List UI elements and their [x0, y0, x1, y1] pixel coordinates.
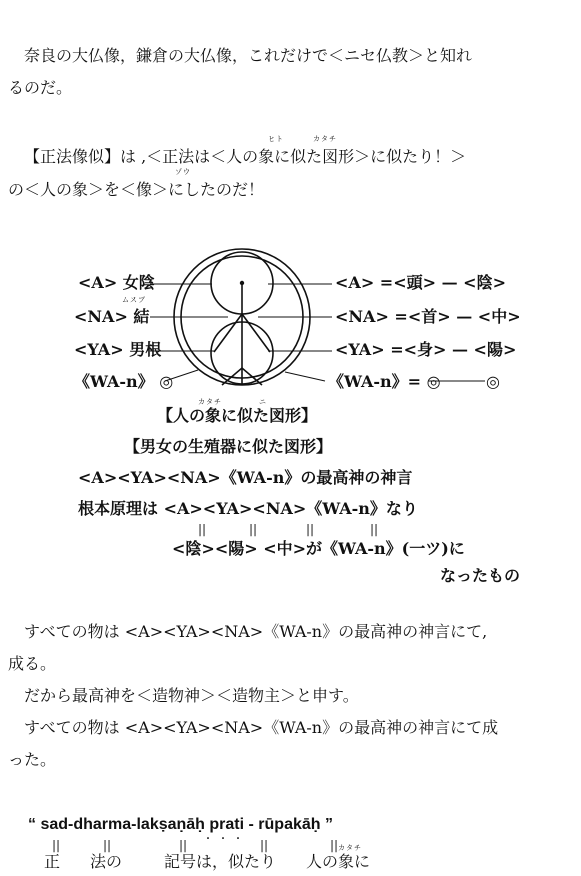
diagram-right-label-na: <NA> =<首> — <中> — [335, 307, 521, 326]
sanskrit-equals-mark: || — [52, 838, 61, 852]
text-fundamental-principle: 根本原理は <A><YA><NA>《WA-n》なり — [78, 499, 418, 518]
sanskrit-equals-mark: || — [260, 838, 269, 852]
caption-ruby-katachi: カタチ — [198, 398, 222, 406]
head-dot — [240, 281, 244, 285]
gloss-hito-no-katachi: 人の象に — [306, 852, 371, 871]
sanskrit-equals-mark: || — [330, 838, 339, 852]
caption-reproductive-shape: 【男女の生殖器に似た図形】 — [124, 437, 333, 456]
sanskrit-equals-mark: || — [103, 838, 112, 852]
diagram-right-label-wan: 《WA-n》= ◎ — [328, 372, 441, 391]
paragraph-2-line-2: の＜人の象＞を＜像＞にしたのだ！ — [8, 180, 265, 199]
sanskrit-ruby-katachi: カタチ — [338, 844, 362, 852]
emphasis-dot: ・ — [203, 834, 213, 845]
emphasis-dot: ・ — [218, 834, 228, 845]
closing-line-4: すべての物は <A><YA><NA>《WA-n》の最高神の神言にて成 — [24, 718, 499, 737]
equals-mark: || — [370, 522, 379, 536]
diagram-right-label-wan-end: ◎ — [486, 372, 500, 391]
paragraph-2-line-1: 【正法像似】は ,＜正法は＜人の象に似た図形＞に似たり！＞ — [24, 147, 467, 166]
text-union: <陰><陽> <中>が《WA-n》(一ツ)に — [172, 539, 465, 558]
closing-line-5: った。 — [8, 750, 57, 769]
ruby-katachi: カタチ — [313, 135, 337, 143]
ruby-musubu: ムスブ — [122, 296, 146, 304]
diagram-right-label-a: <A> =<頭> — <陰> — [335, 273, 506, 292]
closing-line-2: 成る。 — [8, 654, 57, 673]
caption-ruby-ni: ニ — [259, 398, 267, 406]
gloss-sei: 正 — [44, 852, 61, 871]
emphasis-dot: ・ — [233, 834, 243, 845]
equals-mark: || — [198, 522, 207, 536]
closing-line-3: だから最高神を＜造物神＞＜造物主＞と申す。 — [24, 686, 359, 705]
diagram-right-label-ya: <YA> =<身> — <陽> — [335, 340, 517, 359]
diagram-left-label-a: <A> 女陰 — [78, 273, 155, 292]
gloss-kigou: 記号は，似たり — [164, 852, 277, 871]
paragraph-1-line-2: るのだ。 — [8, 78, 73, 97]
equals-mark: || — [306, 522, 315, 536]
gloss-hou-no: 法の — [90, 852, 123, 871]
sanskrit-phrase: “ sad-dharma-lakṣaṇāḥ prati - rūpakāḥ ” — [28, 816, 333, 833]
ruby-hito: ヒト — [268, 135, 284, 143]
diagram-left-label-na: <NA> 結 — [74, 307, 150, 326]
ruby-zou: ゾウ — [175, 168, 191, 176]
paragraph-1-line-1: 奈良の大仏像，鎌倉の大仏像，これだけで＜ニセ仏教＞と知れ — [24, 46, 473, 65]
caption-human-shape: 【人の象に似た図形】 — [157, 406, 318, 425]
text-supreme-word: <A><YA><NA>《WA-n》の最高神の神言 — [78, 468, 413, 487]
equals-mark: || — [249, 522, 258, 536]
leader-right-wan — [285, 372, 325, 381]
closing-line-1: すべての物は <A><YA><NA>《WA-n》の最高神の神言にて, — [24, 622, 488, 641]
text-became-one: なったもの — [440, 566, 521, 585]
sanskrit-equals-mark: || — [179, 838, 188, 852]
diagram-left-label-wan: 《WA-n》 ◎ — [74, 372, 174, 391]
diagram-left-label-ya: <YA> 男根 — [74, 340, 162, 359]
